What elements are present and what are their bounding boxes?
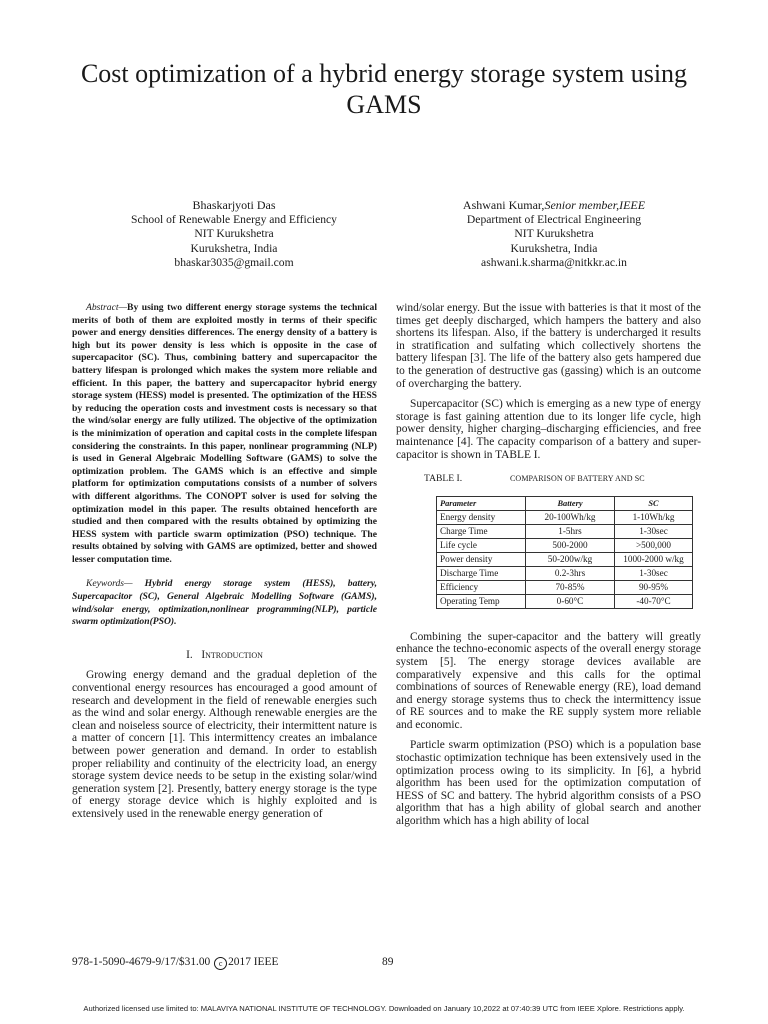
table-caption xyxy=(396,473,701,486)
table-cell: 1-5hrs xyxy=(526,524,615,538)
abstract-text: By using two different energy storage systems the technical merits of both of them are exploited mostly in terms of their specific power and energy densities differences. The energy density of a battery is high but its power density is less which is opposite in the case of supercapacitor (SC). Thus, combining battery and supercapacitor the battery lifespan is prolonged which makes the system more reliable and efficient. In this paper, the battery and supercapacitor hybrid energy storage system (HESS) model is presented. The optimization of the HESS by reducing the operation costs and investment costs is necessary so that the wind/solar energy are fully utilized. The objective of the optimization is the minimization of operation and capital costs in the complete lifespan considering the constraints. In this paper, nonlinear programming (NLP) is used in General Algebraic Modelling Software (GAMS) to solve the optimization problem. The GAMS which is an effective and simple platform for optimization computations consists of a number of solvers with different algorithms. The CONOPT solver is used for solving the optimization model in this paper. The results obtained henceforth are studied and then compared with the results obtained by optimizing the HESS system with particle swarm optimization (PSO) technique. The results obtained by solving with GAMS are optimized, better and showed lesser computation time. xyxy=(72,302,377,565)
table-row xyxy=(437,580,693,594)
author-name: Ashwani Kumar, xyxy=(462,198,545,212)
table-cell: 500-2000 xyxy=(526,538,615,552)
table-cell: 0.2-3hrs xyxy=(526,566,615,580)
right-column xyxy=(396,302,701,828)
table-row xyxy=(437,552,693,566)
keywords xyxy=(72,578,377,628)
author-location: Kurukshetra, India xyxy=(190,241,278,255)
table-title: COMPARISON OF BATTERY AND SC xyxy=(510,474,645,484)
copyright-year: 2017 IEEE xyxy=(228,956,279,968)
author-name-line xyxy=(404,198,704,213)
table-row xyxy=(437,524,693,538)
author-department: School of Renewable Energy and Efficiency xyxy=(131,212,337,226)
supercapacitor-paragraph: Supercapacitor (SC) which is emerging as a new type of energy storage is fast gaining attention due to its longer life cycle, high power density, higher charging–discharging efficiencies, and free maintenance [4]. The capacity comparison of a battery and super-capacitor is shown in TABLE I. xyxy=(396,398,701,461)
isbn-line xyxy=(72,956,278,970)
copyright-icon: c xyxy=(214,957,227,970)
table-cell: 20-100Wh/kg xyxy=(526,510,615,524)
table-cell: Efficiency xyxy=(437,580,526,594)
keywords-text: Hybrid energy storage system (HESS), battery, Supercapacitor (SC), General Algebraic Modelling Software (GAMS), wind/solar energy, optimization,nonlinear programming(NLP), particle swarm optimization(PSO). xyxy=(72,578,378,628)
combining-paragraph: Combining the super-capacitor and the battery will greatly enhance the techno-economic aspects of the overall energy storage system [5]. The energy storage devices available are comparatively expensive and this calls for the optimal combinations of sources of Renewable energy (RE), load demand and energy storage systems thus to check the intermittency issue of RE sources and to make the RE supply system more reliable and economic. xyxy=(396,630,701,731)
table-cell: Power density xyxy=(437,552,526,566)
table-cell: 90-95% xyxy=(615,580,693,594)
continued-paragraph: wind/solar energy. But the issue with batteries is that it most of the times get deeply discharged, which hampers the battery and also shortens its lifespan. Also, if the battery is undercharged it results in stratification and sulfating which collectively shortens the battery lifespan [3]. The life of the battery also gets hampered due to the generation of destructive gas (gassing) which is an outcome of overcharging the battery. xyxy=(396,302,701,390)
license-notice: Authorized licensed use limited to: MALAVIYA NATIONAL INSTITUTE OF TECHNOLOGY. Downloaded on January 10,2022 at 07:40:39 UTC from IEEE Xplore. Restrictions apply. xyxy=(83,1004,685,1013)
author-department: Department of Electrical Engineering xyxy=(466,212,642,226)
left-column xyxy=(72,302,377,821)
table-cell: 50-200w/kg xyxy=(526,552,615,566)
table-cell: -40-70°C xyxy=(615,594,693,608)
author-institution: NIT Kurukshetra xyxy=(194,227,274,241)
table-cell: 0-60°C xyxy=(526,594,615,608)
abstract xyxy=(72,302,377,566)
author-email: ashwani.k.sharma@nitkkr.ac.in xyxy=(481,256,627,270)
intro-paragraph: Growing energy demand and the gradual depletion of the conventional energy resources has encouraged a good amount of research and development in the field of renewable energies such as the wind and solar energy. Although renewable energies are the clean and noiseless source of electricity, their intermittent nature is a matter of concern [1]. This intermittency creates an imbalance between power generation and demand. In order to establish proper reliability and continuity of the electricity load, an energy storage system device needs to be setup in the existing solar/wind generation system [2]. Presently, battery energy storage is the type of energy storage device which is highly exploited and is extensively used in the renewable energy generation of xyxy=(72,669,377,820)
table-cell: 1-30sec xyxy=(615,566,693,580)
table-row xyxy=(437,510,693,524)
section-number: I. xyxy=(186,648,193,661)
table-cell: Charge Time xyxy=(437,524,526,538)
table-row xyxy=(437,538,693,552)
table-cell: 70-85% xyxy=(526,580,615,594)
section-title: Introduction xyxy=(201,648,263,661)
table-label: TABLE I. xyxy=(424,473,463,485)
table-cell: Discharge Time xyxy=(437,566,526,580)
keywords-lead: Keywords— xyxy=(86,578,145,590)
table-row xyxy=(437,566,693,580)
author-location: Kurukshetra, India xyxy=(510,241,598,255)
author-email: bhaskar3035@gmail.com xyxy=(174,256,294,270)
comparison-table xyxy=(436,496,693,609)
table-header-cell: Parameter xyxy=(437,496,526,510)
table-cell: Operating Temp xyxy=(437,594,526,608)
isbn-text: 978-1-5090-4679-9/17/$31.00 xyxy=(72,956,214,968)
paper-title: Cost optimization of a hybrid energy storage system using GAMS xyxy=(80,59,688,119)
author-institution: NIT Kurukshetra xyxy=(514,227,594,241)
table-row xyxy=(437,594,693,608)
page-number: 89 xyxy=(382,956,394,968)
table-cell: Energy density xyxy=(437,510,526,524)
table-header-cell: Battery xyxy=(526,496,615,510)
author-name: Bhaskarjyoti Das xyxy=(192,198,276,212)
section-heading xyxy=(72,649,377,662)
pso-paragraph: Particle swarm optimization (PSO) which is a population base stochastic optimization technique has been extensively used in the optimization process owing to its simplicity. In [6], a hybrid algorithm has been used for the optimization computation of HESS of SC and battery. The hybrid algorithm consists of a PSO algorithm that has a high ability of global search and another algorithm which has a high ability of local xyxy=(396,739,701,828)
table-cell: 1000-2000 w/kg xyxy=(615,552,693,566)
table-cell: 1-10Wh/kg xyxy=(615,510,693,524)
author-role: Senior member,IEEE xyxy=(544,198,646,212)
table-cell: 1-30sec xyxy=(615,524,693,538)
table-cell: >500,000 xyxy=(615,538,693,552)
table-cell: Life cycle xyxy=(437,538,526,552)
table-header-cell: SC xyxy=(615,496,693,510)
abstract-lead: Abstract— xyxy=(86,302,128,313)
table-header-row xyxy=(437,496,693,510)
author-block-2 xyxy=(404,198,704,271)
author-block-1 xyxy=(84,198,384,271)
